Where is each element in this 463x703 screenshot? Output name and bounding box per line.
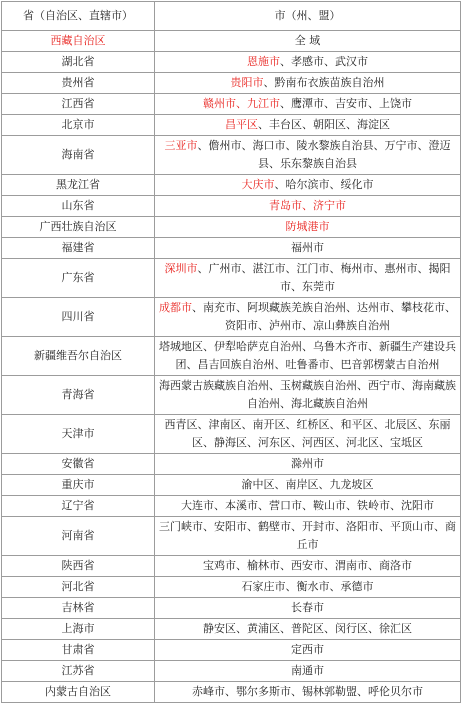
- table-row: [2, 598, 461, 619]
- city-text: 南通市: [291, 664, 324, 677]
- city-cell: [155, 454, 461, 475]
- table-row: [2, 136, 461, 175]
- highlighted-city-text: 防城港市: [285, 220, 330, 233]
- city-text: 、丰台区、朝阳区、海淀区: [258, 118, 390, 131]
- header-row: [2, 2, 461, 31]
- city-cell: [155, 682, 461, 703]
- province-cell: 辽宁省: [2, 496, 155, 517]
- table-row: [2, 52, 461, 73]
- table-row: [2, 238, 461, 259]
- city-text: 福州市: [291, 241, 324, 254]
- province-cell: 天津市: [2, 415, 155, 454]
- table-row: [2, 376, 461, 415]
- table-row: [2, 73, 461, 94]
- province-cell: 河北省: [2, 577, 155, 598]
- table-row: [2, 682, 461, 703]
- province-cell: 吉林省: [2, 598, 155, 619]
- province-cell: 广东省: [2, 259, 155, 298]
- region-table-container: [1, 1, 461, 703]
- table-row: [2, 115, 461, 136]
- province-cell: 江西省: [2, 94, 155, 115]
- province-cell: 河南省: [2, 517, 155, 556]
- city-cell: [155, 52, 461, 73]
- city-cell: [155, 415, 461, 454]
- highlighted-city-text: 赣州市、九江市: [203, 97, 280, 110]
- city-cell: [155, 196, 461, 217]
- province-cell: 重庆市: [2, 475, 155, 496]
- city-cell: [155, 31, 461, 52]
- highlighted-city-text: 恩施市: [247, 55, 280, 68]
- city-cell: [155, 556, 461, 577]
- table-row: [2, 94, 461, 115]
- table-body: [2, 31, 461, 703]
- table-row: [2, 661, 461, 682]
- city-text: 、儋州市、海口市、陵水黎族自治县、万宁市、澄迈县、乐东黎族自治县: [197, 139, 451, 170]
- city-cell: [155, 376, 461, 415]
- province-cell: 贵州省: [2, 73, 155, 94]
- province-cell: 陕西省: [2, 556, 155, 577]
- province-cell: 黑龙江省: [2, 175, 155, 196]
- highlighted-city-text: 贵阳市: [230, 76, 264, 89]
- highlighted-city-text: 昌平区: [225, 118, 258, 131]
- city-cell: [155, 475, 461, 496]
- city-text: 、南充市、阿坝藏族羌族自治州、达州市、攀枝花市、资阳市、泸州市、凉山彝族自治州: [192, 301, 456, 332]
- province-cell: 湖北省: [2, 52, 155, 73]
- province-cell: 广西壮族自治区: [2, 217, 155, 238]
- city-text: 、鹰潭市、吉安市、上饶市: [280, 97, 412, 110]
- table-row: [2, 217, 461, 238]
- city-text: 大连市、本溪市、营口市、鞍山市、铁岭市、沈阳市: [181, 499, 434, 512]
- city-text: 、哈尔滨市、绥化市: [274, 178, 374, 191]
- city-text: 海西蒙古族藏族自治州、玉树藏族自治州、西宁市、海南藏族自治州、海北藏族自治州: [159, 379, 456, 410]
- city-text: 、孝感市、武汉市: [280, 55, 368, 68]
- province-cell: 安徽省: [2, 454, 155, 475]
- city-text: 西青区、津南区、南开区、红桥区、和平区、北辰区、东丽区、静海区、河东区、河西区、河北区、宝坻区: [164, 418, 451, 449]
- province-cell: 青海省: [2, 376, 155, 415]
- table-row: [2, 196, 461, 217]
- table-row: [2, 640, 461, 661]
- city-cell: [155, 577, 461, 598]
- highlighted-city-text: 青岛市、济宁市: [269, 199, 346, 212]
- province-cell: 山东省: [2, 196, 155, 217]
- table-row: [2, 517, 461, 556]
- highlighted-city-text: 三亚市: [164, 139, 198, 152]
- table-row: [2, 298, 461, 337]
- province-cell: 新疆维吾尔自治区: [2, 337, 155, 376]
- table-row: [2, 259, 461, 298]
- city-text: 石家庄市、衡水市、承德市: [241, 580, 374, 593]
- table-row: [2, 31, 461, 52]
- city-cell: [155, 217, 461, 238]
- city-cell: [155, 175, 461, 196]
- province-cell: 北京市: [2, 115, 155, 136]
- highlighted-city-text: 深圳市: [164, 262, 198, 275]
- city-cell: [155, 115, 461, 136]
- table-row: [2, 337, 461, 376]
- city-text: 渝中区、南岸区、九龙坡区: [241, 478, 374, 491]
- city-cell: [155, 136, 461, 175]
- city-text: 定西市: [291, 643, 324, 656]
- city-text: 滁州市: [291, 457, 324, 470]
- table-row: [2, 175, 461, 196]
- city-cell: [155, 94, 461, 115]
- city-text: 三门峡市、安阳市、鹤壁市、开封市、洛阳市、平顶山市、商丘市: [159, 520, 456, 551]
- city-column-header: 市（州、盟）: [155, 2, 461, 31]
- city-cell: [155, 337, 461, 376]
- city-text: 全 域: [294, 34, 321, 47]
- city-text: 、广州市、湛江市、江门市、梅州市、惠州市、揭阳市、东莞市: [197, 262, 451, 293]
- province-cell: 上海市: [2, 619, 155, 640]
- province-cell: 甘肃省: [2, 640, 155, 661]
- city-cell: [155, 238, 461, 259]
- city-text: 宝鸡市、榆林市、西安市、渭南市、商洛市: [203, 559, 412, 572]
- city-text: 长春市: [291, 601, 324, 614]
- province-cell: 海南省: [2, 136, 155, 175]
- city-cell: [155, 619, 461, 640]
- city-cell: [155, 73, 461, 94]
- city-cell: [155, 259, 461, 298]
- table-row: [2, 496, 461, 517]
- city-cell: [155, 517, 461, 556]
- province-cell: 西藏自治区: [2, 31, 155, 52]
- table-row: [2, 415, 461, 454]
- table-row: [2, 619, 461, 640]
- highlighted-city-text: 成都市: [159, 301, 192, 314]
- province-cell: 江苏省: [2, 661, 155, 682]
- city-text: 塔城地区、伊犁哈萨克自治州、乌鲁木齐市、新疆生产建设兵团、昌吉回族自治州、吐鲁番市、巴音郭楞蒙古自治州: [159, 340, 456, 371]
- city-cell: [155, 496, 461, 517]
- province-cell: 福建省: [2, 238, 155, 259]
- city-text: 、黔南布衣族苗族自治州: [263, 76, 385, 89]
- province-column-header: 省（自治区、直辖市）: [2, 2, 155, 31]
- city-cell: [155, 598, 461, 619]
- table-row: [2, 556, 461, 577]
- table-row: [2, 475, 461, 496]
- province-cell: 四川省: [2, 298, 155, 337]
- city-cell: [155, 640, 461, 661]
- city-cell: [155, 298, 461, 337]
- table-row: [2, 577, 461, 598]
- province-cell: 内蒙古自治区: [2, 682, 155, 703]
- table-row: [2, 454, 461, 475]
- city-text: 赤峰市、鄂尔多斯市、锡林郭勒盟、呼伦贝尔市: [192, 685, 423, 698]
- city-text: 静安区、黄浦区、普陀区、闵行区、徐汇区: [203, 622, 412, 635]
- highlighted-city-text: 大庆市: [241, 178, 275, 191]
- region-table: [1, 1, 461, 703]
- city-cell: [155, 661, 461, 682]
